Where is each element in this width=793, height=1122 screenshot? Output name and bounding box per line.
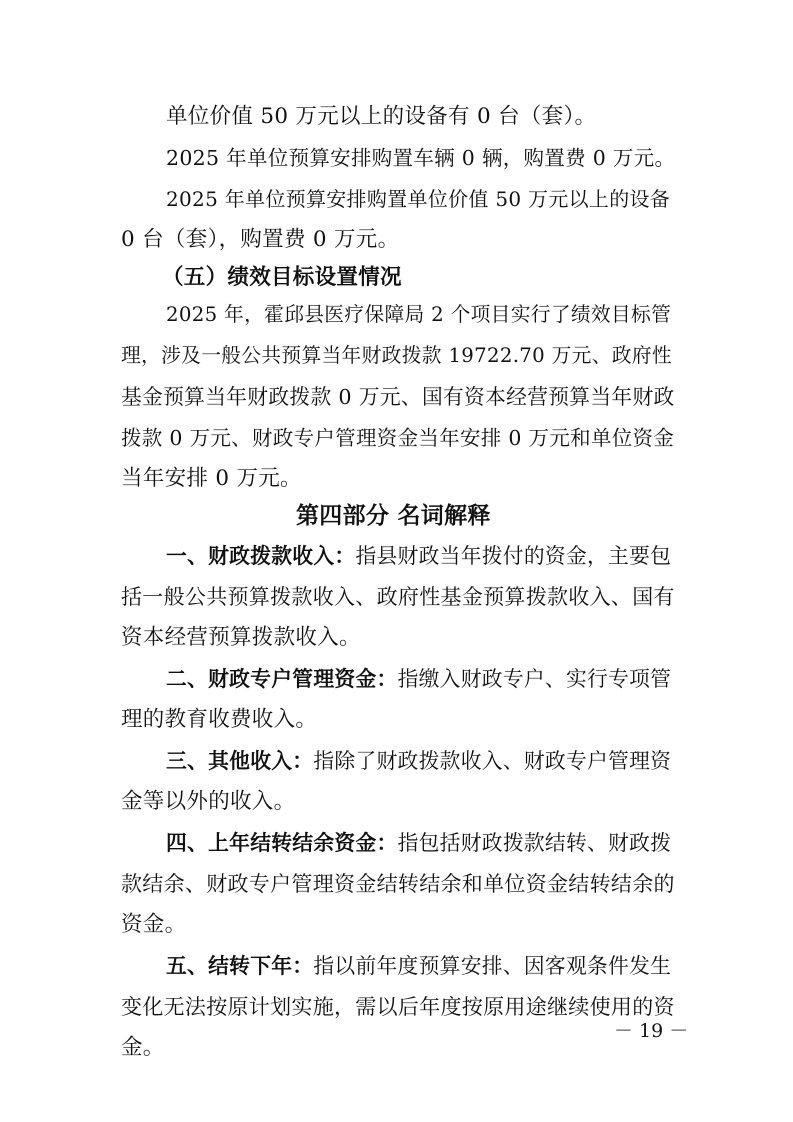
performance-paragraph-line-3: 基金预算当年财政拨款 0 万元、国有资本经营预算当年财政 xyxy=(121,385,675,409)
term-5-label: 五、结转下年： xyxy=(166,954,314,978)
performance-paragraph-line-1: 2025 年，霍邱县医疗保障局 2 个项目实行了绩效目标管 xyxy=(166,303,672,326)
term-2-definition: 指缴入财政专户、实行专项管 xyxy=(397,667,672,691)
term-5-line-3: 金。 xyxy=(121,1035,165,1060)
term-3-label: 三、其他收入： xyxy=(166,749,314,773)
term-2-line-2: 理的教育收费收入。 xyxy=(121,707,318,732)
term-4-line-2: 款结余、财政专户管理资金结转结余和单位资金结转结余的 xyxy=(121,872,675,896)
term-2-label: 二、财政专户管理资金： xyxy=(166,667,398,691)
performance-paragraph-line-2: 理，涉及一般公共预算当年财政拨款 19722.70 万元、政府性 xyxy=(121,344,672,367)
term-1-label: 一、财政拨款收入： xyxy=(166,544,356,568)
term-3-line-2: 金等以外的收入。 xyxy=(121,789,296,814)
term-4-definition: 指包括财政拨款结转、财政拨 xyxy=(397,831,672,855)
term-1-line-1 xyxy=(166,541,671,571)
equipment-purchase-line-2: 0 台（套），购置费 0 万元。 xyxy=(121,227,400,252)
term-1-definition: 指县财政当年拨付的资金，主要包 xyxy=(355,544,672,568)
performance-paragraph-line-4: 拨款 0 万元、财政专户管理资金当年安排 0 万元和单位资金 xyxy=(121,426,675,450)
term-5-line-1 xyxy=(166,951,671,981)
term-5-definition: 指以前年度预算安排、因客观条件发生 xyxy=(313,954,672,978)
term-4-line-1 xyxy=(166,828,671,858)
term-2-line-1 xyxy=(166,664,671,694)
term-3-definition: 指除了财政拨款收入、财政专户管理资 xyxy=(313,749,672,773)
performance-paragraph-line-5: 当年安排 0 万元。 xyxy=(121,466,302,491)
section-5-heading: （五）绩效目标设置情况 xyxy=(162,265,402,290)
term-4-label: 四、上年结转结余资金： xyxy=(166,831,398,855)
term-1-line-3: 资本经营预算拨款收入。 xyxy=(121,625,361,650)
equipment-count-line: 单位价值 50 万元以上的设备有 0 台（套）。 xyxy=(166,104,597,129)
page-number: － 19 － xyxy=(614,1020,689,1042)
term-4-line-3: 资金。 xyxy=(121,912,187,937)
term-5-line-2: 变化无法按原计划实施，需以后年度按原用途继续使用的资 xyxy=(121,995,675,1019)
term-3-line-1 xyxy=(166,746,671,776)
vehicle-purchase-line: 2025 年单位预算安排购置车辆 0 辆，购置费 0 万元。 xyxy=(166,146,676,170)
equipment-purchase-line-1: 2025 年单位预算安排购置单位价值 50 万元以上的设备 xyxy=(166,187,671,211)
term-1-line-2: 括一般公共预算拨款收入、政府性基金预算拨款收入、国有 xyxy=(121,585,675,609)
part-4-title: 第四部分 名词解释 xyxy=(296,503,491,529)
